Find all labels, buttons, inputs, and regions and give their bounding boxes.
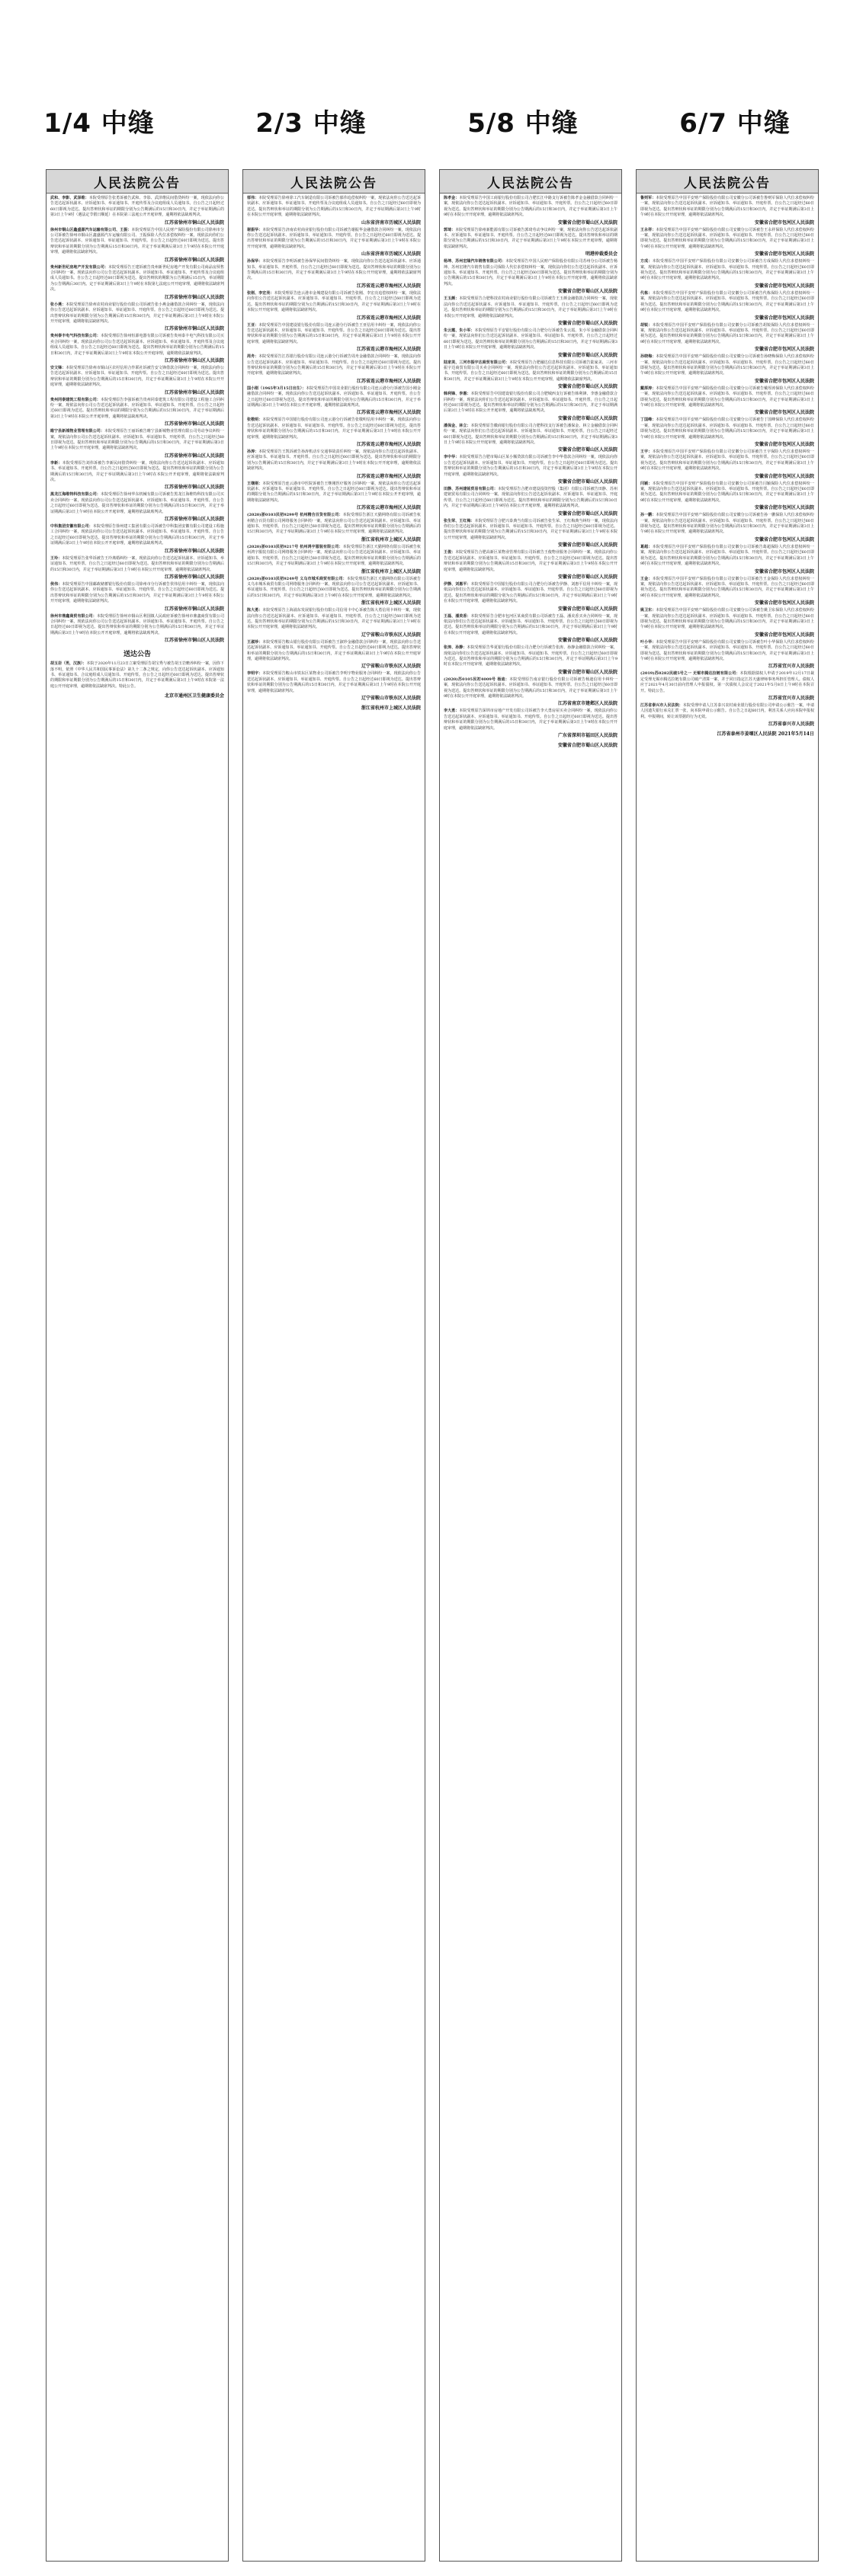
court-signature: 山东省济南市历城区人民法院 xyxy=(361,219,421,226)
court-signature: 安徽省合肥市包河区人民法院 xyxy=(754,251,814,258)
notice-paragraph xyxy=(444,709,617,731)
notice-text: 本院根据债权人申请于2019年12月17日裁定受理无锡市腾达拉链有限公司破产清算一案，并于同日指定江苏天盛律师事务所担任管理人。债权人应于2021年4月30日前向管理人申报债权。第一次债权人会议定于2021年5月8日上午9时在本院召开。特此公告。 xyxy=(640,671,814,693)
notice-addressee: 王淑珍： xyxy=(247,639,263,645)
gutter-label-1: 1/4 中缝 xyxy=(43,108,155,139)
notice-paragraph xyxy=(247,323,421,346)
notice-addressee: 鲁则军： xyxy=(640,196,656,200)
notice-addressee: 孙保华： xyxy=(247,259,263,264)
notice-addressee: 闫颖： xyxy=(640,481,653,486)
notice-paragraph xyxy=(640,482,814,504)
notice-text: 本院受理原告中国人民财产保险股份有限公司徐州市分公司诉被告徐州市铜山区鑫盛源汽车运输有限公司、王振保险人代位求偿权纠纷一案，现依法向你们公告送达起诉状副本、应诉通知书、举证通知书、开庭传票。自公告之日起经过60日即视为送达。提出答辩状和举证的期限分别为公告期满后15日和30日内。并定于举证期满后第3日上午9时在本院公开开庭审理，逾期将依法缺席判决。 xyxy=(50,227,224,255)
court-signature: 江苏省连云港市海州区人民法院 xyxy=(356,442,421,447)
court-signature: 安徽省合肥市蜀山区人民法院 xyxy=(557,219,617,226)
notice-paragraph xyxy=(640,577,814,600)
notice-addressee: 张刚、李宏亮： xyxy=(247,290,274,296)
notice-text: 本院受理原告江苏银行股份有限公司连云港分行诉被告周舟金融借款合同纠纷一案，现依法向你公告送达起诉状副本、应诉通知书、举证通知书、开庭传票。自公告之日起经过60日即视为送达。提出答辩状和举证的期限分别为公告期满后的15日和30日内，并定于举证期满后第3日上午9时在本院公开开庭审理，逾期将依法缺席判决。 xyxy=(247,354,421,376)
court-signature: 安徽省合肥市蜀山区人民法院 xyxy=(557,352,617,358)
notice-addressee: 徐州市鼎鑫商贸有限公司： xyxy=(50,613,97,619)
gutter-label-3: 5/8 中缝 xyxy=(467,108,579,139)
notice-text: 本院受理原告南京银行股份有限公司诉被告杨迪信用卡纠纷一案，现依法向你公告送达起诉状副本、应诉通知书、举证通知书、开庭传票。自公告之日起经过60日即视为送达。提出答辩状和举证的期限分别为公告期满后的15日和30日内，并定于举证期满后第3日上午9时在本院公开开庭审理，逾期将依法缺席判决。 xyxy=(444,677,617,699)
notice-text: 本院受理原告中国平安财产保险股份有限公司安徽分公司诉被告王宇保险人代位求偿权纠纷一案，现依法向你公告送达起诉状副本、应诉通知书、举证通知书、开庭传票。自公告之日起经过60日即视为送达。提出答辩状和举证的期限分别为公告期满后的15日和30日内，并定于举证期满后第3日上午9时在本院公开开庭审理，逾期将依法缺席判决。 xyxy=(640,450,814,472)
notice-addressee: 朱云霞、朱小军： xyxy=(444,328,475,333)
notice-paragraph xyxy=(640,418,814,440)
notice-addressee: 姚卫东： xyxy=(640,608,656,613)
court-signature: 安徽省合肥市蜀山区人民法院 xyxy=(557,384,617,390)
notice-text: 本院受理原告合肥融达信息科技有限公司诉被告陆家美、三河市振宇达商贸有限公司买卖合同纠纷一案，现依法向你们公告送达起诉状副本、应诉通知书、举证通知书、开庭传票。自公告之日起经过60日即视为送达。提出答辩状和举证的期限分别为公告期满后的15日和30日内，并定于举证期满后第3日上午9时在本院公开开庭审理，逾期将依法缺席判决。 xyxy=(444,360,617,382)
notice-paragraph xyxy=(640,259,814,282)
notice-text: 本院受理原告中国银行股份有限公司合肥分行诉被告伊静、刘惠平信用卡纠纷一案，现依法向你们公告送达起诉状副本、应诉通知书、举证通知书、开庭传票。自公告之日起经过60日即视为送达。提出答辩状和举证的期限分别为公告期满后的15日和30日内，并定于举证期满后第3日上午9时在本院公开开庭审理，逾期将依法缺席判决。 xyxy=(444,581,617,604)
notice-text: 本院受理原告中国平安财产保险股份有限公司安徽分公司诉被告戴厚涛保险人代位求偿权纠纷一案，现依法向你公告送达起诉状副本、应诉通知书、举证通知书、开庭传票。自公告之日起经过60日即视为送达。提出答辩状和举证的期限分别为公告期满后的15日和30日内，并定于举证期满后第3日上午9时在本院公开开庭审理，逾期将依法缺席判决。 xyxy=(640,386,814,408)
notice-addressee: 王俊： xyxy=(444,550,456,555)
notice-paragraph xyxy=(444,645,617,668)
court-signature: 江苏省徐州市铜山区人民法院 xyxy=(164,389,224,395)
notice-addressee: 孙一鹏： xyxy=(640,513,656,518)
notice-text: 本院受理原告王建诉被告贵州新世纪房地产开发有限公司商品房预售合同纠纷一案，现依法向你公司公告送达起诉状副本、应诉通知书、举证通知书、开庭传票及合议庭组成人员通知书。自公告之日起经过60日即视为送达。提出答辩状的期限为公告期满后15日内，举证期限为公告期满后30日内。定于举证期满后第3日上午9时在本院第七法庭公开开庭审理，逾期将依法缺席判决。 xyxy=(50,264,224,293)
notice-paragraph xyxy=(247,608,421,631)
notice-column-3 xyxy=(439,169,622,2562)
court-signature: 江苏省宜兴市人民法院 xyxy=(768,664,814,670)
court-signature: 安徽省合肥市包河区人民法院 xyxy=(754,632,814,638)
notice-paragraph xyxy=(247,418,421,440)
notice-addressee: 葛超： xyxy=(640,544,653,549)
notice-paragraph xyxy=(247,450,421,472)
notice-paragraph xyxy=(50,398,224,421)
notice-text: 本院受理原告徐州新能源有限公司诉被告郭琦劳动争议纠纷一案，现依法向你公告送达起诉状副本、应诉通知书、举证通知书、开庭传票。自公告之日起经过60日即视为送达。提出答辩状和举证的期限分别为公告期满后的15日和30日内，并定于举证期满后第3日上午9时在本院公开开庭审理，逾期将依法缺席判决。 xyxy=(444,227,617,249)
notice-paragraph xyxy=(640,608,814,631)
court-signature: 江苏省连云港市海州区人民法院 xyxy=(356,378,421,384)
column-body xyxy=(47,194,228,702)
court-signature: 浙江省杭州市上城区人民法院 xyxy=(361,568,421,574)
notice-text: 本院受理原告上海浦东发展银行股份有限公司信用卡中心诉被告陈大勇信用卡纠纷一案，现依法向你公告送达起诉状副本、应诉通知书、举证通知书、开庭传票。自公告之日起经过60日即视为送达。提出答辩状和举证的期限分别为公告期满后的15日和30日内，并定于举证期满后第3日上午9时在本院公开开庭审理，逾期将依法缺席判决。 xyxy=(247,608,421,630)
notice-paragraph xyxy=(444,487,617,510)
notice-text: 本院受理原告中国平安财产保险股份有限公司安徽分公司诉被告姚卫东保险人代位求偿权纠纷一案，现依法向你公告送达起诉状副本、应诉通知书、举证通知书、开庭传票。自公告之日起经过60日即视为送达。提出答辩状和举证的期限分别为公告期满后的15日和30日内，并定于举证期满后第3日上午9时在本院公开开庭审理，逾期将依法缺席判决。 xyxy=(640,608,814,630)
notice-text: 本院受理原告合肥市蜀山区某小额贷款有限公司诉被告李中华借款合同纠纷一案，现依法向你公告送达起诉状副本、应诉通知书、举证通知书、开庭传票。自公告之日起经过60日即视为送达。提出答辩状和举证的期限分别为公告期满后的15日和30日内，并定于举证期满后第3日上午9时在本院公开开庭审理，逾期将依法缺席判决。 xyxy=(444,455,617,477)
column-header: 人民法院公告 xyxy=(47,170,228,194)
notice-text: 本院受理原告合肥高新区某物业管理有限公司诉被告王俊物业服务合同纠纷一案，现依法向你公告送达起诉状副本、应诉通知书、举证通知书、开庭传票。自公告之日起经过60日即视为送达。提出答辩状和举证的期限分别为公告期满后的15日和30日内，并定于举证期满后第3日上午9时在本院公开开庭审理，逾期将依法缺席判决。 xyxy=(444,550,617,572)
notice-paragraph xyxy=(640,450,814,472)
notice-addressee: 黑龙江海维特科技有限公司： xyxy=(50,492,101,498)
notice-paragraph xyxy=(247,482,421,504)
court-signature: 江苏省连云港市海州区人民法院 xyxy=(356,505,421,511)
notice-text: 本院受理原告中国银行股份有限公司连云港分行诉被告张敬明信用卡纠纷一案，现依法向你公告送达起诉状副本、应诉通知书、举证通知书、开庭传票。自公告之日起经过60日即视为送达。提出答辩状和举证的期限分别为公告期满后的15日和30日内，并定于举证期满后第3日上午9时在本院公开开庭审理，逾期将依法缺席判决。 xyxy=(247,418,421,440)
court-signature: 江苏省连云港市海州区人民法院 xyxy=(356,283,421,289)
column-footer: 北京市通州区卫生健康委员会 xyxy=(164,693,224,699)
court-signature: 江苏省徐州市铜山区人民法院 xyxy=(164,453,224,459)
court-signature: 江苏省徐州市铜山区人民法院 xyxy=(164,574,224,580)
notice-addressee: 王玉颜： xyxy=(444,296,460,302)
notice-text: 本院受理原告中国人民财产保险股份有限公司苏州分公司诉被告杨坤、苏州宏隆汽车销售有限公司保险人代位求偿权纠纷一案，现依法向你们公告送达起诉状副本、应诉通知书、举证通知书、开庭传票。自公告之日起经过60日即视为送达。提出答辩状和举证的期限分别为公告期满后的15日和30日内，并定于举证期满后第3日上午9时在本院公开开庭审理，逾期将依法缺席判决。 xyxy=(444,259,617,286)
notice-paragraph xyxy=(50,614,224,637)
notice-paragraph xyxy=(50,196,224,219)
column-body xyxy=(637,194,818,740)
notice-paragraph xyxy=(640,354,814,377)
notice-addressee: 张生荣、王红梅： xyxy=(444,518,475,523)
notice-addressee: 王玲： xyxy=(50,555,63,561)
notice-addressee: 谢振华： xyxy=(247,227,263,232)
court-signature: 江苏省徐州市铜山区人民法院 xyxy=(164,219,224,226)
court-signature: 江苏省徐州市铜山区人民法院 xyxy=(164,606,224,612)
notice-paragraph xyxy=(444,328,617,351)
notice-paragraph xyxy=(247,291,421,314)
notice-paragraph xyxy=(247,228,421,251)
notice-addressee: 潘保金、林立： xyxy=(444,423,471,428)
notice-paragraph xyxy=(50,429,224,452)
notice-paragraph xyxy=(640,545,814,568)
notice-text: 本院受理原告中国平安财产保险股份有限公司安徽分公司诉被告闫颖保险人代位求偿权纠纷一案，现依法向你公告送达起诉状副本、应诉通知书、举证通知书、开庭传票。自公告之日起经过60日即视为送达。提出答辩状和举证的期限分别为公告期满后的15日和30日内，并定于举证期满后第3日上午9时在本院公开开庭审理，逾期将依法缺席判决。 xyxy=(640,481,814,503)
court-signature: 江苏省徐州市铜山区人民法院 xyxy=(164,421,224,427)
court-signature: 江苏省宜兴市人民法院 xyxy=(768,696,814,701)
notice-addressee: 韩利锋、李惠： xyxy=(444,392,471,397)
court-signature: 江苏省徐州市铜山区人民法院 xyxy=(164,326,224,332)
notice-text: 本院受理原告徐州市铜山区农村信用合作联社诉被告安文锋借款合同纠纷一案，现依法向你公告送达起诉状副本、应诉通知书、举证通知书、开庭传票。自公告之日起经过60日即视为送达。提出答辩状和举证的期限分别为公告期满后的15日和30日内，并定于举证期满后第3日上午9时在本院公开开庭审理，逾期将依法缺席判决。 xyxy=(50,365,224,388)
notice-addressee: 方成： xyxy=(640,259,653,264)
notice-text: 本院受理原告张华诉被告王玲离婚纠纷一案，现依法向你公告送达起诉状副本、应诉通知书、举证通知书、开庭传票。自公告之日起经过60日即视为送达。提出答辩状和举证的期限分别为公告期满后的15日和30日内，并定于举证期满后第3日上午9时在本院公开开庭审理，逾期将依法缺席判决。 xyxy=(50,555,224,572)
notice-addressee: (2020)浙0103民初9249号 义乌市城禾商贸有限公司： xyxy=(247,576,347,581)
notice-paragraph xyxy=(640,196,814,219)
notice-addressee: 陈大勇： xyxy=(247,608,263,613)
notice-paragraph xyxy=(444,392,617,414)
court-signature: 江苏省徐州市铜山区人民法院 xyxy=(164,548,224,554)
court-signature: 安徽省合肥市包河区人民法院 xyxy=(754,536,814,542)
notice-paragraph xyxy=(444,360,617,383)
notice-text: 本院受理原告中国平安财产保险股份有限公司安徽分公司诉被告鲁则军保险人代位求偿权纠纷一案，现依法向你公告送达起诉状副本、应诉通知书、举证通知书、开庭传票。自公告之日起经过60日即视为送达。提出答辩状和举证的期限分别为公告期满后的15日和30日内，并定于举证期满后第3日上午9时在本院公开开庭审理，逾期将依法缺席判决。 xyxy=(640,196,814,218)
notice-addressee: 贵州同泰建筑工程有限公司： xyxy=(50,397,101,402)
court-signature: 辽宁省鞍山市铁东区人民法院 xyxy=(361,632,421,638)
notice-addressee: 武和、李影、武泽维： xyxy=(50,196,89,200)
court-signature: 江苏省徐州市铜山区人民法院 xyxy=(164,257,224,263)
notice-addressee: 王磊、潘美香： xyxy=(444,613,471,619)
court-signature: 安徽省合肥市包河区人民法院 xyxy=(754,219,814,226)
notice-paragraph xyxy=(247,545,421,568)
court-signature: 江苏省连云港市海州区人民法院 xyxy=(356,315,421,321)
court-signature: 江苏省徐州市铜山区人民法院 xyxy=(164,485,224,491)
notice-text: 本院受理原告李强诉被告贵州同泰建筑工程有限公司建设工程施工合同纠纷一案，现依法向你公司公告送达起诉状副本、应诉通知书、举证通知书、开庭传票。自公告之日起经过60日即视为送达。提出答辩状和举证的期限分别为公告期满后的15日和30日内，并定于举证期满后第3日上午9时在本院公开开庭审理，逾期将依法缺席判决。 xyxy=(50,397,224,419)
court-signature: 江苏省泰兴市人民法院 xyxy=(768,722,814,728)
notice-addressee: 胡锐： xyxy=(640,322,653,328)
notice-paragraph xyxy=(50,265,224,293)
notice-text: 本院受理原告浙江天猫网络有限公司诉被告杭州鸿宇服装有限公司网络服务合同纠纷一案，现依法向你公司公告送达起诉状副本、应诉通知书、举证通知书、开庭传票。自公告之日起经过60日即视为送达。提出答辩状和举证的期限分别为公告期满后的15日和30日内，并定于举证期满后第3日上午9时在本院公开开庭审理，逾期将依法缺席判决。 xyxy=(247,544,421,567)
notice-paragraph xyxy=(50,334,224,357)
court-signature: 安徽省合肥市蜀山区人民法院 xyxy=(557,415,617,421)
notice-text: 本院受理原告徽商银行股份有限公司合肥科技支行诉被告潘保金、林立金融借款合同纠纷一案，现依法向你们公告送达起诉状副本、应诉通知书、举证通知书、开庭传票。自公告之日起经过60日即视为送达。提出答辩状和举证的期限分别为公告期满后的15日和30日内，并定于举证期满后第3日上午9时在本院公开开庭审理，逾期将依法缺席判决。 xyxy=(444,423,617,445)
court-signature: 安徽省合肥市蜀山区人民法院 xyxy=(557,479,617,485)
notice-addressee: 张敬明： xyxy=(247,418,263,423)
notice-text: 本院受理原告中国平安财产保险股份有限公司安徽分公司诉被告王永祥保险人代位求偿权纠纷一案，现依法向你公告送达起诉状副本、应诉通知书、举证通知书、开庭传票。自公告之日起经过60日即视为送达。提出答辩状和举证的期限分别为公告期满后的15日和30日内，并定于举证期满后第3日上午9时在本院公开开庭审理，逾期将依法缺席判决。 xyxy=(640,227,814,249)
notice-text: 本院受理原告中国邮政储蓄银行股份有限公司徐州市分行诉被告侯伟信用卡纠纷一案，现依法向你公告送达起诉状副本、应诉通知书、举证通知书、开庭传票。自公告之日起经过60日即视为送达。提出答辩状和举证的期限分别为公告期满后的15日和30日内，并定于举证期满后第3日上午9时在本院公开开庭审理，逾期将依法缺席判决。 xyxy=(50,581,224,604)
court-signature: 浙江省杭州市上城区人民法院 xyxy=(361,600,421,606)
gutter-label-2: 2/3 中缝 xyxy=(255,108,367,139)
court-signature: 明港仲裁委员会 xyxy=(585,251,617,258)
notice-paragraph xyxy=(640,291,814,314)
notice-column-4 xyxy=(636,169,819,2562)
notice-column-2 xyxy=(242,169,425,2562)
notice-paragraph xyxy=(444,677,617,700)
court-signature: 安徽省合肥市蜀山区人民法院 xyxy=(557,289,617,295)
notice-paragraph xyxy=(247,577,421,600)
notice-addressee: (2019)苏0282民破5号之一 无锡市腾达拉链有限公司： xyxy=(640,671,740,677)
notice-text: 本院受理原告王丽诉被告睢宁县新城物业管理有限公司劳动争议纠纷一案，现依法向你公司公告送达起诉状副本、应诉通知书、举证通知书、开庭传票。自公告之日起经过60日即视为送达。提出答辩状和举证的期限分别为公告期满后的15日和30日内，并定于举证期满后第3日上午9时在本院公开开庭审理，逾期将依法缺席判决。 xyxy=(50,429,224,451)
notice-column-1 xyxy=(46,169,229,2562)
court-signature: 江苏省南京市建邺区人民法院 xyxy=(557,701,617,707)
notice-addressee: 国小刚（1965年3月15日出生）： xyxy=(247,386,306,391)
notice-text: 本院受理原告徐州农村商业银行股份有限公司诉被告张小燕金融借款合同纠纷一案，现依法向你公告送达起诉状副本、应诉通知书、举证通知书、开庭传票。自公告之日起经过60日即视为送达。提出答辩状和举证的期限分别为公告期满后的15日和30日内，并定于举证期满后第3日上午9时在本院公开开庭审理，逾期将依法缺席判决。 xyxy=(50,302,224,324)
notice-addressee: 王继刚： xyxy=(247,481,263,486)
notice-addressee: 代栋： xyxy=(640,290,653,296)
notice-paragraph xyxy=(444,424,617,446)
notice-text: 本院受理原告济南农村商业银行股份有限公司诉被告谢振华金融借款合同纠纷一案，现依法向你公告送达起诉状副本、应诉通知书、举证通知书、开庭传票。自公告之日起经过60日即视为送达。提出答辩状和举证的期限分别为公告期满后的15日和30日内，并定于举证期满后第3日上午9时在本院公开开庭审理，逾期将依法缺席判决。 xyxy=(247,227,421,249)
notice-addressee: 中科集团安徽有限公司： xyxy=(50,524,93,530)
court-signature: 安徽省合肥市包河区人民法院 xyxy=(754,315,814,321)
column-body xyxy=(440,194,621,751)
notice-addressee: 贵州新世纪房地产开发有限公司： xyxy=(50,264,109,270)
notice-text: 本院受理原告中国平安财产保险股份有限公司安徽分公司诉被告胡锐保险人代位求偿权纠纷一案，现依法向你公告送达起诉状副本、应诉通知书、举证通知书、开庭传票。自公告之日起经过60日即视为送达。提出答辩状和举证的期限分别为公告期满后的15日和30日内，并定于举证期满后第3日上午9时在本院公开开庭审理，逾期将依法缺席判决。 xyxy=(640,322,814,344)
notice-paragraph xyxy=(444,519,617,542)
notice-paragraph xyxy=(247,259,421,282)
notice-paragraph xyxy=(444,296,617,319)
notice-addressee: 田静、苏州建铭贸易有限公司： xyxy=(444,487,498,492)
notice-paragraph xyxy=(50,492,224,515)
court-signature: 江苏省徐州市铜山区人民法院 xyxy=(164,517,224,523)
court-signature: 江苏省连云港市海州区人民法院 xyxy=(356,410,421,416)
court-signature: 安徽省合肥市包河区人民法院 xyxy=(754,473,814,479)
court-signature: 安徽省合肥市蜀山区人民法院 xyxy=(557,542,617,549)
notice-text: 本院受理原告张勇诉被告武和、李影、武泽维民间借贷纠纷一案，现依法向你公告送达起诉状副本、应诉通知书、举证通知书、开庭传票及合议庭组成人员通知书。自公告之日起经过60日即视为送达。提出答辩状和举证的期限分别为公告期满后的15日和30日内，并定于举证期满后的第3日上午9时（遇法定节假日顺延）在本院第三法庭公开开庭审理，逾期将依法缺席判决。 xyxy=(50,196,224,218)
notice-addressee: 王永祥： xyxy=(640,227,656,232)
notice-text: 本院受理原告徐州华东机械有限公司诉被告黑龙江海维特科技有限公司买卖合同纠纷一案，现依法向你公司公告送达起诉状副本、应诉通知书、举证通知书、开庭传票。自公告之日起经过60日即视为送达。提出答辩状和举证的期限分别为公告期满后的15日和30日内，并定于举证期满后第3日上午9时在本院公开开庭审理，逾期将依法缺席判决。 xyxy=(50,492,224,514)
notice-paragraph xyxy=(640,228,814,251)
notice-text: 本院受理原告鞍山市铁东区某物业公司诉被告李明宇物业服务合同纠纷一案，现依法向你公告送达起诉状副本、应诉通知书、举证通知书、开庭传票。自公告之日起经过60日即视为送达。提出答辩状和举证的期限分别为公告期满后的15日和30日内，并定于举证期满后第3日上午9时在本院公开开庭审理，逾期将依法缺席判决。 xyxy=(247,671,421,693)
notice-paragraph xyxy=(444,582,617,605)
court-signature: 安徽省合肥市蜀山区人民法院 xyxy=(557,669,617,675)
notice-text: 本院受理原告深圳市房地产开发有限公司诉被告李大勇房屋买卖合同纠纷一案，现依法向你公告送达起诉状副本、应诉通知书、举证通知书、开庭传票。自公告之日起经过60日即视为送达。提出答辩状和举证的期限分别为公告期满后的15日和30日内，并定于举证期满后第3日上午9时在本院公开开庭审理，逾期将依法缺席判决。 xyxy=(444,709,617,731)
notice-text: 本院受理原告中国建设银行股份有限公司合肥城西支行诉被告韩利锋、李惠金融借款合同纠纷一案，现依法向你们公告送达起诉状副本、应诉通知书、举证通知书、开庭传票。自公告之日起经过60日即视为送达。提出答辩状和举证的期限分别为公告期满后的15日和30日内，并定于举证期满后第3日上午9时在本院公开开庭审理，逾期将依法缺席判决。 xyxy=(444,392,617,414)
notice-addressee: (2020)苏0105民初4009号 杨迪： xyxy=(444,677,510,682)
notice-addressee: 杨坤、苏州宏隆汽车销售有限公司： xyxy=(444,259,506,264)
column-header: 人民法院公告 xyxy=(637,170,818,194)
court-signature: 安徽省合肥市蜀山区人民法院 xyxy=(557,510,617,517)
court-signature: 山东省济南市历城区人民法院 xyxy=(361,251,421,258)
notice-paragraph xyxy=(50,582,224,605)
notice-text: 本院受理原告鞍山银行股份有限公司诉被告王淑珍金融借款合同纠纷一案，现依法向你公告送达起诉状副本、应诉通知书、举证通知书、开庭传票。自公告之日起经过60日即视为送达。提出答辩状和举证的期限分别为公告期满后的15日和30日内，并定于举证期满后第3日上午9时在本院公开开庭审理，逾期将依法缺席判决。 xyxy=(247,639,421,661)
court-signature: 安徽省合肥市包河区人民法院 xyxy=(754,568,814,574)
court-signature: 辽宁省鞍山市铁东区人民法院 xyxy=(361,696,421,701)
notice-paragraph xyxy=(444,228,617,251)
column-body xyxy=(243,194,425,714)
notice-text: 本院受理原告徐州建工集团有限公司诉被告中科集团安徽有限公司建设工程施工合同纠纷一案，现依法向你公司公告送达起诉状副本、应诉通知书、举证通知书、开庭传票。自公告之日起经过60日即视为送达。提出答辩状和举证的期限分别为公告期满后的15日和30日内，并定于举证期满后第3日上午9时在本院公开开庭审理，逾期将依法缺席判决。 xyxy=(50,524,224,546)
notice-addressee: 王亚： xyxy=(247,322,259,328)
notice-addressee: (2020)浙0103民初9217号 杭州鸿宇服装有限公司： xyxy=(247,544,343,549)
court-signature: 安徽省合肥市蜀山区人民法院 xyxy=(557,320,617,326)
notice-text: 本院受理原告浙江天猫网络有限公司诉被告杭州精合百货有限公司网络服务合同纠纷一案，现依法向你公司公告送达起诉状副本、应诉通知书、举证通知书、开庭传票。自公告之日起经过60日即视为送达。提出答辩状和举证的期限分别为公告期满后的15日和30日内，并定于举证期满后第3日上午9时在本院公开开庭审理，逾期将依法缺席判决。 xyxy=(247,513,421,535)
notice-paragraph xyxy=(247,386,421,409)
notice-text: 本院受理原告华夏银行股份有限公司合肥分行诉被告张涛、孙静金融借款合同纠纷一案，现依法向你们公告送达起诉状副本、应诉通知书、举证通知书、开庭传票。自公告之日起经过60日即视为送达。提出答辩状和举证的期限分别为公告期满后的15日和30日内，并定于举证期满后第3日上午9时在本院公开开庭审理，逾期将依法缺席判决。 xyxy=(444,645,617,667)
notice-text: 本院受理原告刘伟诉被告李新民间借贷纠纷一案，现依法向你公告送达起诉状副本、应诉通知书、举证通知书、开庭传票。自公告之日起经过60日即视为送达。提出答辩状和举证的期限分别为公告期满后的15日和30日内，并定于举证期满后第3日上午9时在本院公开开庭审理，逾期将依法缺席判决。 xyxy=(50,460,224,483)
notice-addressee: 江苏省泰兴市人民法院： xyxy=(640,703,683,708)
court-signature: 安徽省合肥市包河区人民法院 xyxy=(754,283,814,289)
notice-addressee: (2020)浙0103民初9299号 杭州精合百货有限公司： xyxy=(247,513,343,518)
court-signature: 江苏省连云港市海州区人民法院 xyxy=(356,473,421,479)
notice-paragraph xyxy=(444,259,617,287)
court-signature: 安徽省合肥市包河区人民法院 xyxy=(754,347,814,353)
court-signature: 江苏省徐州市铜山区人民法院 xyxy=(164,638,224,644)
notice-addressee: 伊静、刘惠平： xyxy=(444,581,471,587)
notice-text: 本院受理原告中国平安财产保险股份有限公司安徽分公司诉被告代栋保险人代位求偿权纠纷一案，现依法向你公告送达起诉状副本、应诉通知书、举证通知书、开庭传票。自公告之日起经过60日即视为送达。提出答辩状和举证的期限分别为公告期满后的15日和30日内，并定于举证期满后第3日上午9时在本院公开开庭审理，逾期将依法缺席判决。 xyxy=(640,290,814,313)
notice-paragraph xyxy=(444,455,617,478)
notice-paragraph xyxy=(640,513,814,536)
notice-text: 本院受理原告中国平安财产保险股份有限公司安徽分公司诉被告方成保险人代位求偿权纠纷一案，现依法向你公告送达起诉状副本、应诉通知书、举证通知书、开庭传票。自公告之日起经过60日即视为送达。提出答辩状和举证的期限分别为公告期满后的15日和30日内，并定于举证期满后第3日上午9时在本院公开开庭审理，逾期将依法缺席判决。 xyxy=(640,259,814,281)
court-signature: 安徽省合肥市包河区人民法院 xyxy=(754,600,814,606)
court-signature: 辽宁省鞍山市铁东区人民法院 xyxy=(361,664,421,670)
notice-paragraph xyxy=(247,640,421,663)
court-signature: 安徽省合肥市包河区人民法院 xyxy=(754,505,814,511)
column-footer: 浙江省杭州市上城区人民法院 xyxy=(361,706,421,711)
notice-addressee: 李中华： xyxy=(444,455,460,460)
column-header: 人民法院公告 xyxy=(243,170,425,194)
court-signature: 江苏省连云港市海州区人民法院 xyxy=(356,347,421,353)
notice-text: 本院受理原告中国建设银行股份有限公司连云港分行诉被告王亚信用卡纠纷一案，现依法向你公告送达起诉状副本、应诉通知书、举证通知书、开庭传票。自公告之日起经过60日即视为送达。提出答辩状和举证的期限分别为公告期满后的15日和30日内，并定于举证期满后第3日上午9时在本院公开开庭审理，逾期将依法缺席判决。 xyxy=(247,322,421,344)
notice-text: 本院受理原告中国平安财产保险股份有限公司安徽分公司诉被告葛超保险人代位求偿权纠纷一案，现依法向你公告送达起诉状副本、应诉通知书、举证通知书、开庭传票。自公告之日起经过60日即视为送达。提出答辩状和举证的期限分别为公告期满后的15日和30日内，并定于举证期满后第3日上午9时在本院公开开庭审理，逾期将依法缺席判决。 xyxy=(640,544,814,567)
notice-text: 本院受理原告徐州市铜山区利国镇人民政府诉被告徐州市鼎鑫商贸有限公司合同纠纷一案，现依法向你公司公告送达起诉状副本、应诉通知书、举证通知书、开庭传票。自公告之日起经过60日即视为送达。提出答辩状和举证的期限分别为公告期满后的15日和30日内，并定于举证期满后第3日上午9时在本院公开开庭审理，逾期将依法缺席判决。 xyxy=(50,613,224,635)
column-footer: 安徽省合肥市蜀山区人民法院 xyxy=(557,743,617,749)
court-signature: 浙江省杭州市上城区人民法院 xyxy=(361,536,421,542)
notice-addressee: 李新： xyxy=(50,460,63,466)
notice-text: 本院受理原告徐州恒源电器有限公司诉被告贵州泰丰电气科技有限公司买卖合同纠纷一案，现依法向你公司公告送达起诉状副本、应诉通知书、举证通知书、开庭传票及合议庭组成人员通知书。自公告之日起经过60日即视为送达。提出答辩状和举证的期限分别为公告期满后的15日和30日内，并定于举证期满后第3日上午9时在本院公开开庭审理，逾期将依法缺席判决。 xyxy=(50,334,224,356)
notice-addressee: 李明宇： xyxy=(247,671,263,677)
notice-text: 本院受理原告王凯诉被告孙涛机动车交通事故责任纠纷一案，现依法向你公告送达起诉状副本、应诉通知书、举证通知书、开庭传票。自公告之日起经过60日即视为送达。提出答辩状和举证的期限分别为公告期满后的15日和30日内，并定于举证期满后第3日上午9时在本院公开开庭审理，逾期将依法缺席判决。 xyxy=(247,450,421,472)
notice-addressee: 叶小华： xyxy=(640,639,656,645)
notice-paragraph xyxy=(640,703,814,720)
notice-text: 本院受理原告中国平安财产保险股份有限公司安徽分公司诉被告叶小华保险人代位求偿权纠纷一案，现依法向你公告送达起诉状副本、应诉通知书、举证通知书、开庭传票。自公告之日起经过60日即视为送达。提出答辩状和举证的期限分别为公告期满后的15日和30日内，并定于举证期满后第3日上午9时在本院公开开庭审理，逾期将依法缺席判决。 xyxy=(640,639,814,661)
notice-paragraph xyxy=(50,556,224,573)
notice-paragraph xyxy=(247,354,421,377)
notice-text: 本院受理原告合肥市建设投资控股（集团）有限公司诉被告田静、苏州建铭贸易有限公司合同纠纷一案，现依法向你们公告送达起诉状副本、应诉通知书、举证通知书、开庭传票。自公告之日起经过60日即视为送达。提出答辩状和举证的期限分别为公告期满后的15日和30日内，并定于举证期满后第3日上午9时在本院公开开庭审理，逾期将依法缺席判决。 xyxy=(444,487,617,509)
court-signature: 安徽省合肥市包河区人民法院 xyxy=(754,410,814,416)
notice-addressee: 孙晓梅： xyxy=(640,354,656,360)
notice-addressee: 王金： xyxy=(640,576,653,581)
notice-text: 本院受理原告连云港市中医院诉被告王继刚医疗服务合同纠纷一案，现依法向你公告送达起诉状副本、应诉通知书、举证通知书、开庭传票。自公告之日起经过60日即视为送达。提出答辩状和举证的期限分别为公告期满后的15日和30日内，并定于举证期满后第3日上午9时在本院公开开庭审理，逾期将依法缺席判决。 xyxy=(247,481,421,503)
notice-addressee: 贵州泰丰电气科技有限公司： xyxy=(50,334,101,339)
notice-paragraph xyxy=(640,323,814,346)
column-header: 人民法院公告 xyxy=(440,170,621,194)
notice-text: 本院受理原告连云港市金城建设有限公司诉被告张刚、李宏亮追偿权纠纷一案，现依法向你们公告送达起诉状副本、应诉通知书、举证通知书、开庭传票。自公告之日起经过60日即视为送达。提出答辩状和举证的期限分别为公告期满后的15日和30日内，并定于举证期满后第3日上午9时在本院公开开庭审理，逾期将依法缺席判决。 xyxy=(247,290,421,313)
notice-addressee: 徐州市铜山区鑫盛源汽车运输有限公司、王振： xyxy=(50,227,132,232)
notice-addressee: 安文锋： xyxy=(50,365,66,370)
court-signature: 广东省深圳市福田区人民法院 xyxy=(557,733,617,739)
notice-addressee: 郭琦： xyxy=(444,227,456,232)
notice-addressee: 戴厚涛： xyxy=(640,386,656,391)
notice-text: 本院受理原告浙江天猫网络有限公司诉被告义乌市城禾商贸有限公司网络服务合同纠纷一案，现依法向你公司公告送达起诉状副本、应诉通知书、举证通知书、开庭传票。自公告之日起经过60日即视为送达。提出答辩状和举证的期限分别为公告期满后的15日和30日内，并定于举证期满后第3日上午9时在本院公开开庭审理，逾期将依法缺席判决。 xyxy=(247,576,421,598)
notice-text: 本院于2020年11月23日立案受理原告胡宝秀与被告胡玉岩赡养纠纷一案，因你下落不明，依照《中华人民共和国民事诉讼法》第九十二条之规定，向你公告送达起诉状副本、应诉通知书、举证通知书、合议庭组成人员通知书、开庭传票。自公告之日起经过60日即视为送达。提出答辩状的期限和举证期限分别为公告期满后的15日和30日内，并定于举证期满后第3日上午9时在本院第一法庭公开开庭审理，逾期将依法缺席判决。特此公告。 xyxy=(50,661,224,689)
notice-addressee: 陆家美、三河市振宇达商贸有限公司： xyxy=(444,360,510,365)
notice-addressee: 周舟： xyxy=(247,354,259,360)
court-signature: 安徽省合肥市包河区人民法院 xyxy=(754,442,814,447)
notice-text: 本院受理原告合肥市包河区某商贸有限公司诉被告王磊、潘美香买卖合同纠纷一案，现依法向你们公告送达起诉状副本、应诉通知书、举证通知书、开庭传票。自公告之日起经过60日即视为送达。提出答辩状和举证的期限分别为公告期满后的15日和30日内，并定于举证期满后第3日上午9时在本院公开开庭审理，逾期将依法缺席判决。 xyxy=(444,613,617,635)
notice-paragraph xyxy=(247,513,421,536)
section-title: 送达公告 xyxy=(123,651,151,659)
notice-text: 本院受理申请人江苏泰兴农村商业银行股份有限公司申请公示催告一案，申请人因遗失银行承兑汇票一张，向本院申请公示催告。自公告之日起60日内，利害关系人应向本院申报权利。申报期间，转让该票据的行为无效。 xyxy=(640,703,814,719)
notice-text: 本院受理原告李明诉被告孙保华民间借贷纠纷一案，现依法向你公告送达起诉状副本、应诉通知书、举证通知书、开庭传票。自公告之日起经过60日即视为送达。提出答辩状和举证的期限分别为公告期满后的15日和30日内，并定于举证期满后第3日上午9时在本院公开开庭审理，逾期将依法缺席判决。 xyxy=(247,259,421,281)
notice-paragraph xyxy=(50,302,224,325)
notice-paragraph xyxy=(640,640,814,663)
notice-text: 本院受理原告徐州徐工汽车制造有限公司诉被告郁伟追偿权纠纷一案，现依法向你公告送达起诉状副本、应诉通知书、举证通知书、开庭传票及合议庭组成人员通知书。自公告之日起经过60日即视为送达。提出答辩状和举证的期限分别为公告期满后的15日和30日内，并定于举证期满后第3日上午9时在本院公开开庭审理，逾期将依法缺席判决。 xyxy=(247,196,421,218)
notice-paragraph xyxy=(640,671,814,694)
notice-paragraph xyxy=(50,366,224,389)
court-signature: 江苏省徐州市铜山区人民法院 xyxy=(164,357,224,363)
notice-text: 本院受理原告平安银行股份有限公司合肥分行诉被告朱云霞、朱小军金融借款合同纠纷一案，现依法向你们公告送达起诉状副本、应诉通知书、举证通知书、开庭传票。自公告之日起经过60日即视为送达。提出答辩状和举证的期限分别为公告期满后的15日和30日内，并定于举证期满后第3日上午9时在本院公开开庭审理，逾期将依法缺席判决。 xyxy=(444,328,617,350)
notice-paragraph xyxy=(444,614,617,637)
notice-text: 本院受理原告中国平安财产保险股份有限公司安徽分公司诉被告孙一鹏保险人代位求偿权纠纷一案，现依法向你公告送达起诉状副本、应诉通知书、举证通知书、开庭传票。自公告之日起经过60日即视为送达。提出答辩状和举证的期限分别为公告期满后的15日和30日内，并定于举证期满后第3日上午9时在本院公开开庭审理，逾期将依法缺席判决。 xyxy=(640,513,814,535)
notice-addressee: 陈孝金： xyxy=(444,196,460,200)
notice-addressee: 王宇： xyxy=(640,450,653,454)
notice-addressee: 李大勇： xyxy=(444,709,460,714)
notice-paragraph xyxy=(640,386,814,409)
notice-text: 本院受理原告中国平安财产保险股份有限公司安徽分公司诉被告王金保险人代位求偿权纠纷一案，现依法向你公告送达起诉状副本、应诉通知书、举证通知书、开庭传票。自公告之日起经过60日即视为送达。提出答辩状和举证的期限分别为公告期满后的15日和30日内，并定于举证期满后第3日上午9时在本院公开开庭审理，逾期将依法缺席判决。 xyxy=(640,576,814,598)
court-signature: 江苏省徐州市铜山区人民法院 xyxy=(164,294,224,300)
notice-addressee: 胡玉岩（男，汉族）： xyxy=(50,661,87,667)
column-footer: 江苏省泰州市姜堰区人民法院 2021年5月14日 xyxy=(717,731,814,738)
notice-paragraph xyxy=(444,196,617,219)
notice-paragraph xyxy=(50,461,224,484)
notice-paragraph xyxy=(247,196,421,219)
notice-addressee: 丁国峰： xyxy=(640,418,656,423)
notice-paragraph xyxy=(50,228,224,256)
notice-addressee: 张小燕： xyxy=(50,302,66,307)
notice-paragraph xyxy=(50,524,224,547)
notice-addressee: 侯伟： xyxy=(50,581,63,587)
notice-text: 本院受理原告合肥兴泰典当有限公司诉被告张生荣、王红梅典当纠纷一案，现依法向你们公告送达起诉状副本、应诉通知书、举证通知书、开庭传票。自公告之日起经过60日即视为送达。提出答辩状和举证的期限分别为公告期满后的15日和30日内，并定于举证期满后第3日上午9时在本院公开开庭审理，逾期将依法缺席判决。 xyxy=(444,518,617,540)
notice-paragraph xyxy=(247,671,421,694)
court-signature: 安徽省合肥市蜀山区人民法院 xyxy=(557,574,617,580)
notice-addressee: 张涛、孙静： xyxy=(444,645,467,651)
notice-paragraph xyxy=(444,550,617,573)
gutter-label-4: 6/7 中缝 xyxy=(679,108,791,139)
notice-text: 本院受理原告中国平安财产保险股份有限公司安徽分公司诉被告孙晓梅保险人代位求偿权纠纷一案，现依法向你公告送达起诉状副本、应诉通知书、举证通知书、开庭传票。自公告之日起经过60日即视为送达。提出答辩状和举证的期限分别为公告期满后的15日和30日内，并定于举证期满后第3日上午9时在本院公开开庭审理，逾期将依法缺席判决。 xyxy=(640,354,814,376)
notice-text: 本院受理原告中国农业银行股份有限公司连云港分行诉被告国小刚金融借款合同纠纷一案，现依法向你公告送达起诉状副本、应诉通知书、举证通知书、开庭传票。自公告之日起经过60日即视为送达。提出答辩状和举证的期限分别为公告期满后的15日和30日内，并定于举证期满后第3日上午9时在本院公开开庭审理，逾期将依法缺席判决。 xyxy=(247,386,421,408)
notice-addressee: 孙涛： xyxy=(247,450,259,454)
court-signature: 安徽省合肥市蜀山区人民法院 xyxy=(557,447,617,453)
court-signature: 安徽省合肥市包河区人民法院 xyxy=(754,378,814,384)
notice-paragraph xyxy=(50,661,224,690)
notice-text: 本院受理原告合肥科技农村商业银行股份有限公司诉被告王玉颜金融借款合同纠纷一案，现依法向你公告送达起诉状副本、应诉通知书、举证通知书、开庭传票。自公告之日起经过60日即视为送达。提出答辩状和举证的期限分别为公告期满后的15日和30日内，并定于举证期满后第3日上午9时在本院公开开庭审理，逾期将依法缺席判决。 xyxy=(444,296,617,318)
court-signature: 安徽省合肥市蜀山区人民法院 xyxy=(557,638,617,644)
notice-addressee: 郁伟： xyxy=(247,196,259,200)
notice-text: 本院受理原告中国工商银行股份有限公司合肥长江中路支行诉被告陈孝金金融借款合同纠纷一案，现依法向你公告送达起诉状副本、应诉通知书、举证通知书、开庭传票。自公告之日起经过60日即视为送达。提出答辩状和举证的期限分别为公告期满后的15日和30日内，并定于举证期满后第3日上午9时在本院公开开庭审理，逾期将依法缺席判决。 xyxy=(444,196,617,218)
notice-addressee: 睢宁县新城物业管理有限公司： xyxy=(50,429,104,434)
court-signature: 安徽省合肥市蜀山区人民法院 xyxy=(557,606,617,612)
notice-text: 本院受理原告中国平安财产保险股份有限公司安徽分公司诉被告丁国峰保险人代位求偿权纠纷一案，现依法向你公告送达起诉状副本、应诉通知书、举证通知书、开庭传票。自公告之日起经过60日即视为送达。提出答辩状和举证的期限分别为公告期满后的15日和30日内，并定于举证期满后第3日上午9时在本院公开开庭审理，逾期将依法缺席判决。 xyxy=(640,418,814,440)
